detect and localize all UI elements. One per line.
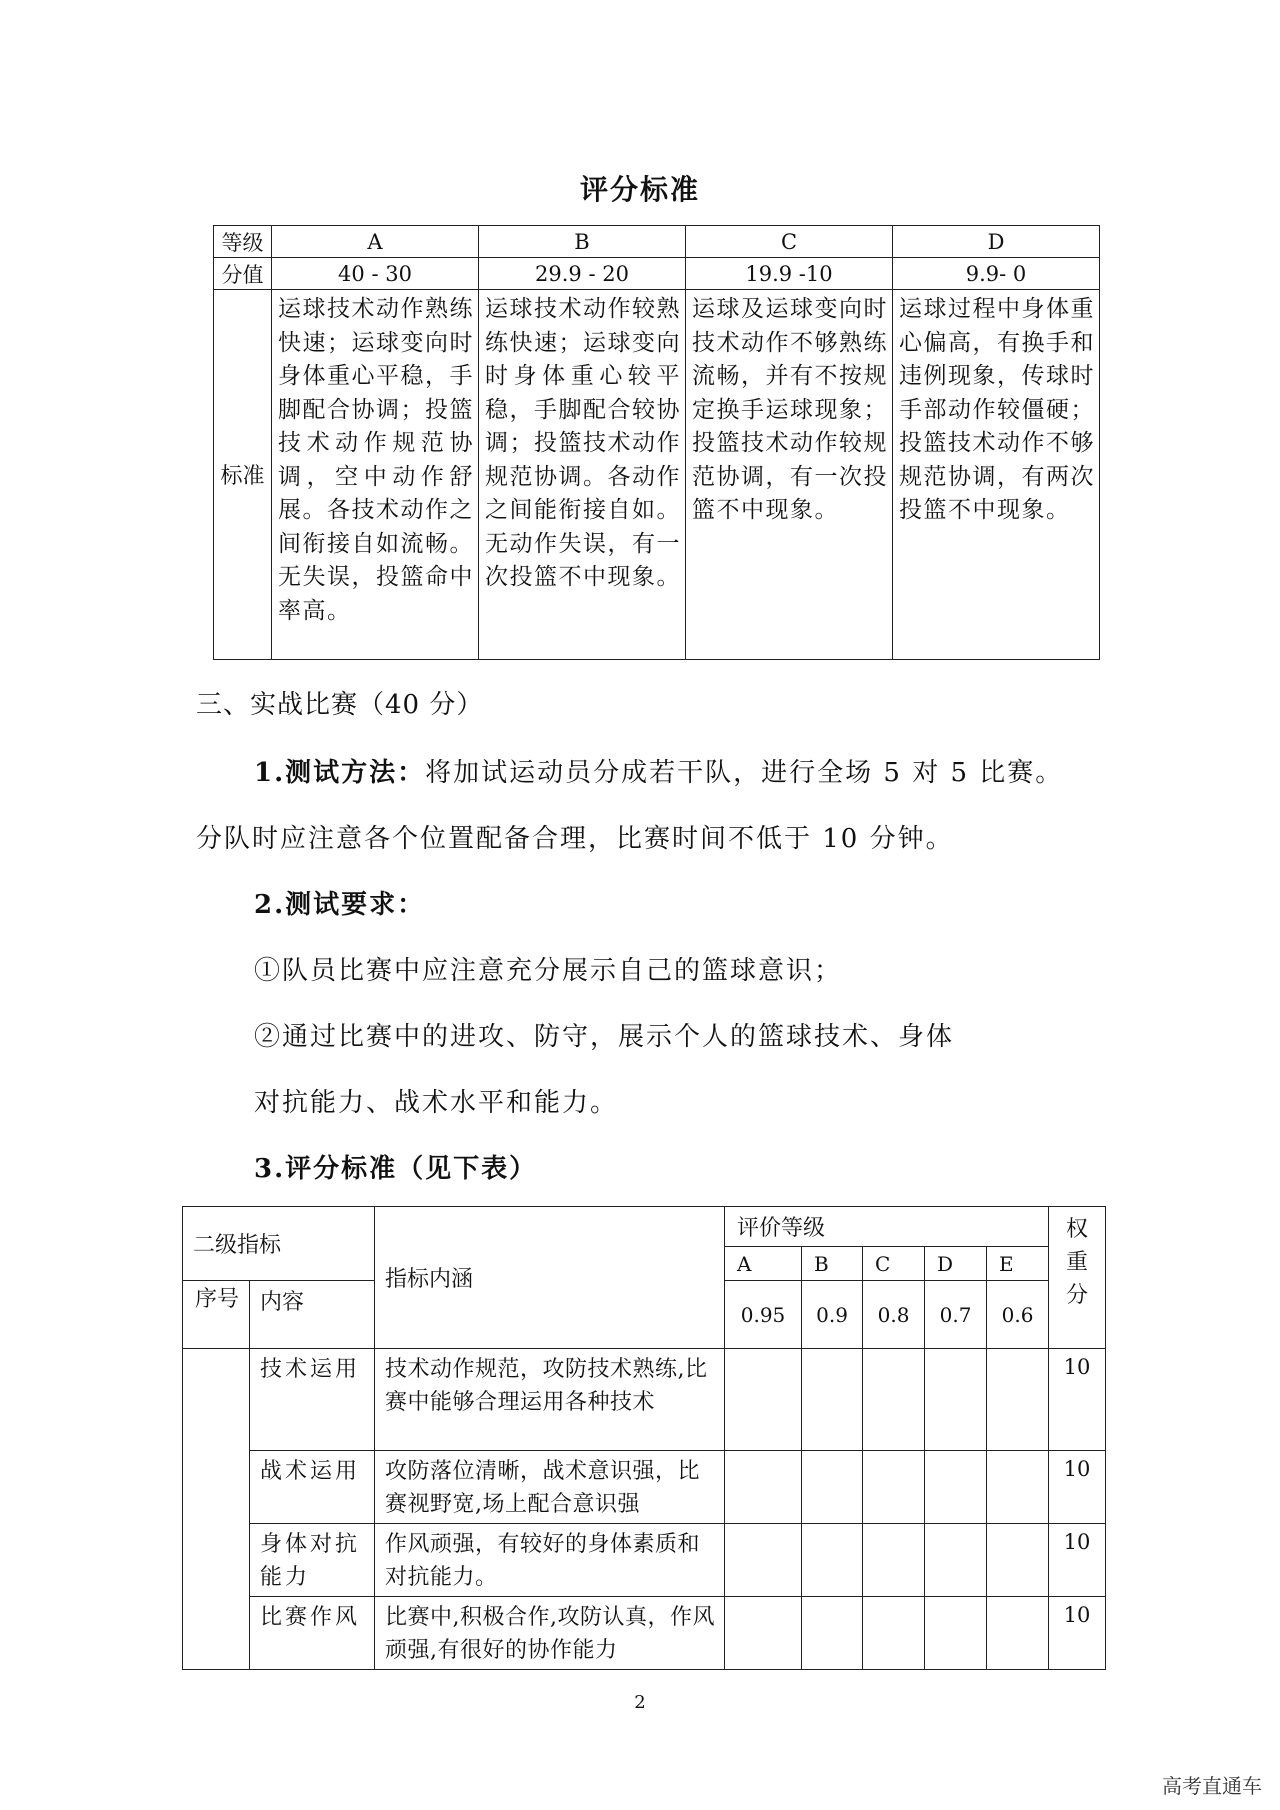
- grade-row: [214, 226, 1100, 258]
- grade-letter: E: [987, 1247, 1049, 1281]
- row-content: 技术运用: [250, 1349, 375, 1451]
- meaning-header: 指标内涵: [375, 1207, 725, 1349]
- row-weight: 10: [1049, 1597, 1106, 1670]
- standard-cell: 运球过程中身体重心偏高，有换手和违例现象，传球时手部动作较僵硬；投篮技术动作不够规范协调，有两次投篮不中现象。: [893, 290, 1100, 660]
- requirements-label: 2.测试要求：: [254, 890, 426, 920]
- method-text: 将加试运动员分成若干队，进行全场 5 对 5 比赛。: [425, 758, 1064, 788]
- seq-header: 序号: [183, 1281, 250, 1349]
- grade-value: 0.7: [925, 1281, 987, 1349]
- grade-cell: D: [893, 226, 1100, 258]
- grade-value: 0.8: [863, 1281, 925, 1349]
- score-cell: 29.9 - 20: [479, 258, 686, 290]
- grade-value: 0.95: [725, 1281, 802, 1349]
- evaluation-table: [182, 1206, 1106, 1670]
- header-row: [183, 1207, 1106, 1247]
- table-row: [183, 1597, 1106, 1670]
- method-label: 1.测试方法：: [254, 758, 426, 788]
- score-cell: 40 - 30: [272, 258, 479, 290]
- score-cell: 9.9- 0: [893, 258, 1100, 290]
- row-weight: 10: [1049, 1524, 1106, 1597]
- standard-cell: 运球技术动作较熟练快速；运球变向时身体重心较平稳，手脚配合较协调；投篮技术动作规范协调。各动作之间能衔接自如。无动作失误，有一次投篮不中现象。: [479, 290, 686, 660]
- table-row: [183, 1524, 1106, 1597]
- evaluation-header: 评价等级: [725, 1207, 1049, 1247]
- method-paragraph: [254, 752, 1063, 789]
- table-row: [183, 1451, 1106, 1524]
- requirement-item: ②通过比赛中的进攻、防守，展示个人的篮球技术、身体: [254, 1022, 955, 1052]
- grade-letter: B: [802, 1247, 863, 1281]
- weight-header: 权重分: [1049, 1207, 1106, 1349]
- section-heading: 三、实战比赛（40 分）: [196, 690, 484, 720]
- grade-letter: D: [925, 1247, 987, 1281]
- table-row: [183, 1349, 1106, 1451]
- criteria-label: 3.评分标准（见下表）: [254, 1154, 538, 1184]
- row-meaning: 技术动作规范，攻防技术熟练,比赛中能够合理运用各种技术: [375, 1349, 725, 1451]
- row-meaning: 作风顽强，有较好的身体素质和对抗能力。: [375, 1524, 725, 1597]
- watermark: 高考直通车: [1162, 1774, 1262, 1798]
- standard-header: 标准: [214, 290, 272, 660]
- score-row: [214, 258, 1100, 290]
- page-number: 2: [634, 1692, 646, 1713]
- grade-value: 0.9: [802, 1281, 863, 1349]
- grade-cell: B: [479, 226, 686, 258]
- row-meaning: 比赛中,积极合作,攻防认真，作风顽强,有很好的协作能力: [375, 1597, 725, 1670]
- row-meaning: 攻防落位清晰，战术意识强，比赛视野宽,场上配合意识强: [375, 1451, 725, 1524]
- row-content: 比赛作风: [250, 1597, 375, 1670]
- grade-cell: A: [272, 226, 479, 258]
- content-header: 内容: [250, 1281, 375, 1349]
- row-weight: 10: [1049, 1349, 1106, 1451]
- grade-letter: C: [863, 1247, 925, 1281]
- section-title: 评分标准: [579, 173, 700, 206]
- score-cell: 19.9 -10: [686, 258, 893, 290]
- scoring-standard-table: [213, 225, 1100, 660]
- requirement-item: ①队员比赛中应注意充分展示自己的篮球意识；: [254, 956, 843, 986]
- grade-value: 0.6: [987, 1281, 1049, 1349]
- score-header: 分值: [214, 258, 272, 290]
- grade-cell: C: [686, 226, 893, 258]
- standard-row: [214, 290, 1100, 660]
- method-continuation: 分队时应注意各个位置配备合理，比赛时间不低于 10 分钟。: [196, 824, 954, 854]
- row-weight: 10: [1049, 1451, 1106, 1524]
- grade-letter: A: [725, 1247, 802, 1281]
- row-content: 身体对抗能力: [250, 1524, 375, 1597]
- requirement-item-continuation: 对抗能力、战术水平和能力。: [254, 1088, 619, 1118]
- standard-cell: 运球及运球变向时技术动作不够熟练流畅，并有不按规定换手运球现象；投篮技术动作较规范协调，有一次投篮不中现象。: [686, 290, 893, 660]
- row-content: 战术运用: [250, 1451, 375, 1524]
- seq-cell: [183, 1349, 250, 1670]
- grade-header: 等级: [214, 226, 272, 258]
- secondary-index-header: 二级指标: [183, 1207, 375, 1281]
- standard-cell: 运球技术动作熟练快速；运球变向时身体重心平稳，手脚配合协调；投篮技术动作规范协调，空中动作舒展。各技术动作之间衔接自如流畅。无失误，投篮命中率高。: [272, 290, 479, 660]
